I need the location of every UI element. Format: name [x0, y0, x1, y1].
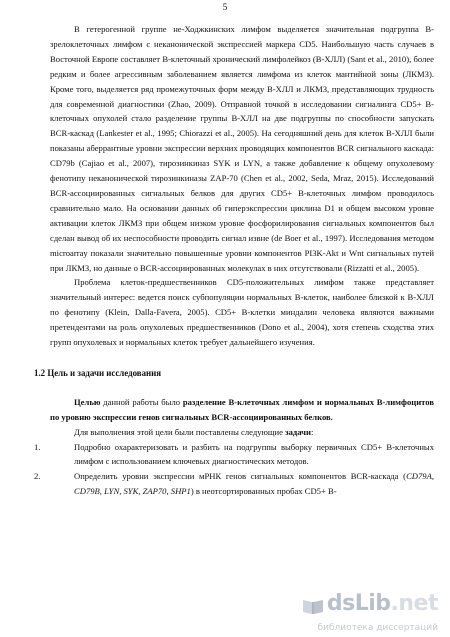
- list-number: 2.: [34, 471, 41, 482]
- goal-statement: разделение В-клеточных лимфом и нормальных В-лимфоцитов по уровню экспрессии генов сигнальных BCR-ассоциированных белков.: [50, 396, 434, 422]
- list-item-text: Определить уровни экспрессии мРНК генов сигнальных компонентов BCR-каскада (: [74, 471, 407, 482]
- page-number: 5: [222, 3, 228, 13]
- watermark-subtitle: библиотека диссертаций: [317, 623, 438, 633]
- watermark-logo-domain: .net: [390, 591, 438, 616]
- tasks-word: задачи: [285, 426, 311, 437]
- document-body: [34, 22, 434, 499]
- goal-lead: Целью: [74, 396, 101, 407]
- watermark-logo: [327, 591, 438, 616]
- paragraph-cd5-lymphomas: В гетерогенной группе не-Ходжкинских лимфом выделяется значительная подгруппа В-зрелоклеточных лимфом с неканонической экспрессией маркера CD5. Наибольшую часть случаев в Восточной Европе составляет В-клеточный хронический лимфолейкоз (В-ХЛЛ) (Sant et al., 2010), более редким и более агрессивным заболеванием является лимфома из клеток мантийной зоны (ЛКМЗ). Кроме того, выделяется ряд промежуточных форм между В-ХЛЛ и ЛКМЗ, представляющих трудность для современной диагностики (Zhao, 2009). Отправной точкой в исследовании сигналинга CD5+ В-клеточных опухолей стало разделение группы В-ХЛЛ на две подгруппы по способности запускать BCR-каскад (Lankester et al., 1995; Chiorazzi et al., 2005). На сегодняшний день для клеток В-ХЛЛ были показаны аберрантные уровни экспрессии верхних проводящих компонентов BCR сигнального каскада: CD79b (Cajiao et al., 2007), тирозинкиназ SYK и LYN, а также добавление к общему опухолевому фенотипу неканонической тирозинкиназы ZAP-70 (Chen et al., 2002, Seda, Mraz, 2015). Исследований BCR-ассоциированных сигнальных белков для других CD5+ В-клеточных лимфом проводилось сравнительно мало. На основании данных об гиперэкспрессии циклина D1 и общем высоком уровне активации клеток ЛКМЗ при общем низком уровне фосфорилирования сигнальных компонентов был сделан вывод об их неспособности проводить сигнал извне (de Boer et al., 1997). Исследования методом microarray показали значительно повышенные уровни компонентов PI3K-Akt и Wnt сигнальных путей при ЛКМЗ, но данные о BCR-ассоциированных молекулах в них отсутствовали (Rizzatti et al., 2005).: [50, 24, 434, 273]
- dslib-watermark: [252, 591, 442, 633]
- list-item-text: Подробно охарактеризовать и разбить на подгруппы выборку первичных CD5+ В-клеточных лимфом с использованием ключевых диагностических методов.: [74, 441, 434, 467]
- tasks-colon: :: [310, 426, 314, 437]
- list-item-text-cont: ) в неотсортированных пробах CD5+ В-: [190, 486, 337, 497]
- tasks-intro: [50, 425, 434, 440]
- goal-paragraph: [50, 395, 434, 425]
- gene-list: CD79A, CD79B, LYN, SYK, ZAP70, SHP1: [74, 471, 434, 497]
- watermark-logo-main: dsLib: [326, 591, 391, 616]
- section-heading: 1.2 Цель и задачи исследования: [34, 367, 162, 378]
- goal-mid: данной работы было: [100, 396, 183, 407]
- list-item: [34, 469, 434, 499]
- tasks-intro-text: Для выполнения этой цели были поставлены следующие: [74, 426, 286, 437]
- list-item: [34, 440, 434, 470]
- paragraph-precursor-cells: Проблема клеток-предшественников CD5-положительных лимфом также представляет значительный интерес: ведется поиск субпопуляции нормальных В-клеток, наиболее близкой к В-ХЛЛ по фенотипу (Klein, Dalla-Favera, 2005). CD5+ В-клетки миндалин человека являются важными претендентами на роль опухолевых предшественников (Dono et al., 2004), хотя степень сходства этих групп опухолевых и нормальных клеток требует дальнейшего изучения.: [50, 277, 434, 348]
- book-icon: [302, 597, 324, 615]
- list-number: 1.: [34, 441, 41, 452]
